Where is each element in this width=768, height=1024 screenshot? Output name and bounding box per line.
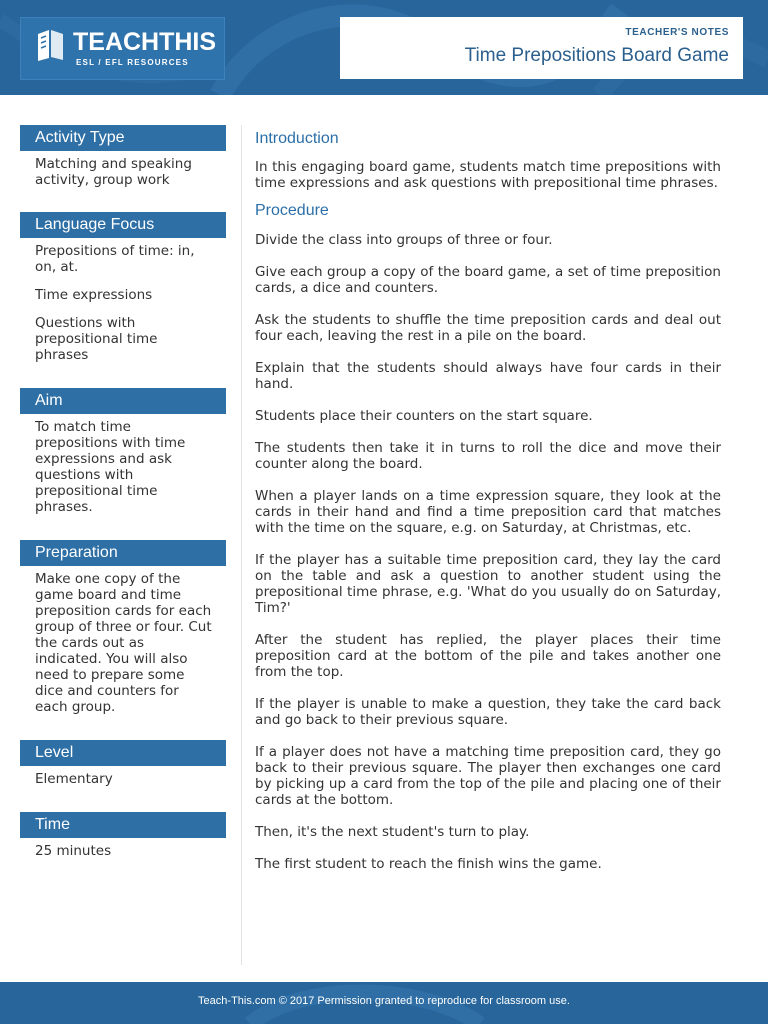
aim-body: [20, 414, 226, 540]
language-focus-section: [20, 212, 226, 388]
level-text: Elementary: [35, 771, 113, 787]
procedure-step: If the player is unable to make a question, they take the card back and go back to their previous square.: [255, 696, 721, 728]
language-focus-item: Questions with prepositional time phrases: [35, 315, 158, 363]
procedure-step: If the player has a suitable time preposition card, they lay the card on the table and ask a question to another student using the prepositional time phrase, e.g. 'What do you usually do on Saturday, Tim?': [255, 552, 721, 616]
procedure-step: Then, it's the next student's turn to play.: [255, 824, 530, 840]
sidebar: [20, 125, 226, 871]
procedure-heading: Procedure: [255, 202, 329, 219]
procedure-step: The students then take it in turns to roll the dice and move their counter along the board.: [255, 440, 721, 472]
time-body: [20, 838, 226, 859]
procedure-step: The first student to reach the finish wins the game.: [255, 856, 602, 872]
document-label: TEACHER'S NOTES: [625, 27, 729, 38]
level-body: [20, 766, 226, 812]
aim-heading: Aim: [20, 388, 226, 414]
page-footer: [0, 982, 768, 1024]
procedure-step: Give each group a copy of the board game, a set of time preposition cards, a dice and counters.: [255, 264, 721, 296]
page-header: [0, 0, 768, 95]
preparation-body: [20, 566, 226, 740]
logo-subtext: ESL / EFL RESOURCES: [76, 58, 189, 67]
time-section: [20, 812, 226, 859]
activity-type-body: [20, 151, 226, 212]
time-text: 25 minutes: [35, 843, 112, 859]
level-heading: Level: [20, 740, 226, 766]
aim-text: To match time prepositions with time expressions and ask questions with prepositional time phrases.: [35, 419, 186, 515]
procedure-step: Explain that the students should always have four cards in their hand.: [255, 360, 721, 392]
time-heading: Time: [20, 812, 226, 838]
procedure-step: When a player lands on a time expression square, they look at the cards in their hand and find a time preposition card that matches with the time on the square, e.g. on Saturday, at Christmas, etc.: [255, 488, 721, 536]
activity-type-text: Matching and speaking activity, group work: [35, 156, 192, 188]
activity-type-section: [20, 125, 226, 212]
document-title: Time Prepositions Board Game: [464, 45, 729, 66]
activity-type-heading: Activity Type: [20, 125, 226, 151]
language-focus-heading: Language Focus: [20, 212, 226, 238]
level-section: [20, 740, 226, 812]
footer-copyright: Teach-This.com © 2017 Permission granted to reproduce for classroom use.: [198, 995, 570, 1007]
language-focus-item: Prepositions of time: in, on, at.: [35, 243, 195, 275]
introduction-heading: Introduction: [255, 130, 339, 147]
procedure-step: After the student has replied, the player places their time preposition card at the bottom of the pile and takes another one from the top.: [255, 632, 721, 680]
language-focus-item: Time expressions: [35, 287, 153, 303]
logo-text: TEACHTHIS: [73, 28, 217, 56]
aim-section: [20, 388, 226, 540]
book-icon: [35, 28, 67, 62]
procedure-step: Ask the students to shuffle the time preposition cards and deal out four each, leaving the rest in a pile on the board.: [255, 312, 721, 344]
column-divider: [241, 125, 242, 965]
title-box: [340, 17, 743, 79]
introduction-text: In this engaging board game, students match time prepositions with time expressions and ask questions with prepositional time phrases.: [255, 159, 721, 191]
procedure-step: Students place their counters on the start square.: [255, 408, 593, 424]
main-content: [255, 128, 721, 872]
preparation-section: [20, 540, 226, 740]
procedure-list: [255, 232, 721, 872]
preparation-heading: Preparation: [20, 540, 226, 566]
language-focus-body: [20, 238, 226, 388]
procedure-step: Divide the class into groups of three or four.: [255, 232, 553, 248]
logo[interactable]: [20, 17, 225, 80]
preparation-text: Make one copy of the game board and time preposition cards for each group of three or four. Cut the cards out as indicated. You will also need to prepare some dice and counters for each group.: [35, 571, 212, 715]
procedure-step: If a player does not have a matching time preposition card, they go back to their previous square. The player then exchanges one card by picking up a card from the top of the pile and placing one of their cards at the bottom.: [255, 744, 721, 808]
